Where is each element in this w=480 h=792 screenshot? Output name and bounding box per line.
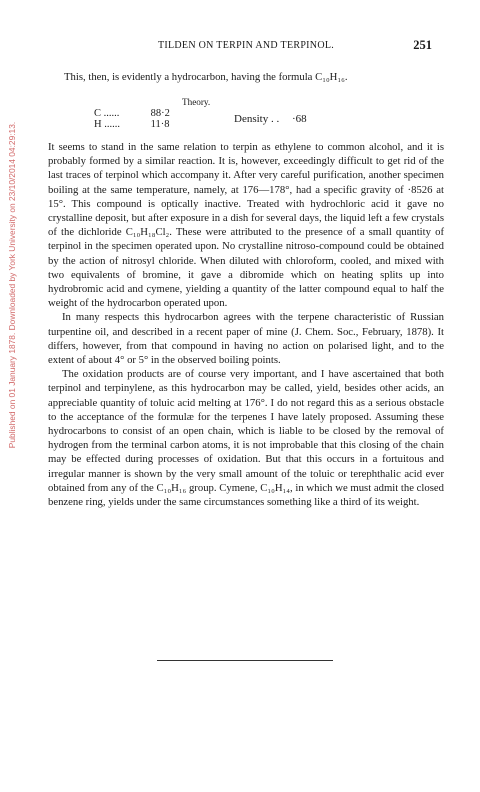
download-stamp	[0, 60, 24, 510]
theory-label: Theory.	[182, 97, 211, 107]
density-value: ·68	[291, 113, 307, 125]
end-rule	[157, 660, 333, 661]
density-label: Density . .	[234, 113, 280, 125]
body-text	[48, 140, 444, 509]
element-label: C ......	[94, 108, 120, 119]
page-header	[60, 40, 432, 56]
element-value: 11·8	[150, 119, 170, 130]
download-stamp-text: Published on 01 January 1878. Downloaded by York University on 23/10/2014 04:29:13.	[7, 121, 17, 449]
page-number: 251	[413, 38, 432, 52]
running-head: TILDEN ON TERPIN AND TERPINOL.	[157, 40, 335, 51]
paragraph-terpin-relation: It seems to stand in the same relation to terpin as ethylene to common alcohol, and it is probably formed by a similar reaction. It is, however, exceedingly difficult to get rid of the last traces of terpinol which accompany it. After very careful purification, another specimen boiling at the same temperature, namely, at 176—178°, had a specific gravity of ·8526 at 15°. This compound is optically inactive. Treated with hydrochloric acid it gave no crystalline deposit, but after exposure in a dish for several days, the liquid left a few crystals of the dichloride C₁₀H₁₈Cl₂. These were attributed to the presence of a small quantity of terpinol in the specimen operated upon. No crystalline nitroso-compound could be obtained by the action of nitrosyl chloride. When diluted with chloroform, cooled, and mixed with two equivalents of bromine, it gave a dibromide which on heating splits up into hydrobromic acid and cymene, yielding a quantity of the latter compound equal to half the weight of the hydrocarbon operated upon.	[48, 141, 444, 310]
element-label: H ......	[94, 119, 120, 130]
intro-paragraph: This, then, is evidently a hydrocarbon, having the formula C₁₀H₁₆.	[64, 71, 348, 83]
theory-row-carbon	[94, 108, 170, 119]
element-value: 88·2	[150, 108, 170, 119]
paragraph-oxidation-products: The oxidation products are of course very important, and I have ascertained that both terpinol and terpinylene, as this hydrocarbon may be called, yield, besides other acids, an appreciable quantity of toluic acid melting at 176°. I do not regard this as a serious obstacle to the acceptance of the formulæ for the terpenes I have lately proposed. Assuming these hydrocarbons to consist of an open chain, which is liable to be closed by the removal of hydrogen from the terminal carbon atoms, it is not improbable that this closing of the chain may be effected during processes of oxidation. But that this occurs in a fortuitous and irregular manner is shown by the very small amount of the toluic or terephthalic acid ever obtained from any of the C₁₀H₁₆ group. Cymene, C₁₀H₁₄, in which we must admit the closed benzene ring, yields under the same circumstances something like a third of its weight.	[48, 368, 444, 509]
density	[234, 113, 307, 125]
paragraph-russian-turpentine: In many respects this hydrocarbon agrees with the terpene characteristic of Russian turpentine oil, and described in a recent paper of mine (J. Chem. Soc., February, 1878). It differs, however, from that compound in having no action on polarised light, and to the extent of about 4° or 5° in the observed boiling points.	[48, 311, 444, 367]
theory-table	[94, 97, 354, 137]
theory-row-hydrogen	[94, 119, 169, 130]
